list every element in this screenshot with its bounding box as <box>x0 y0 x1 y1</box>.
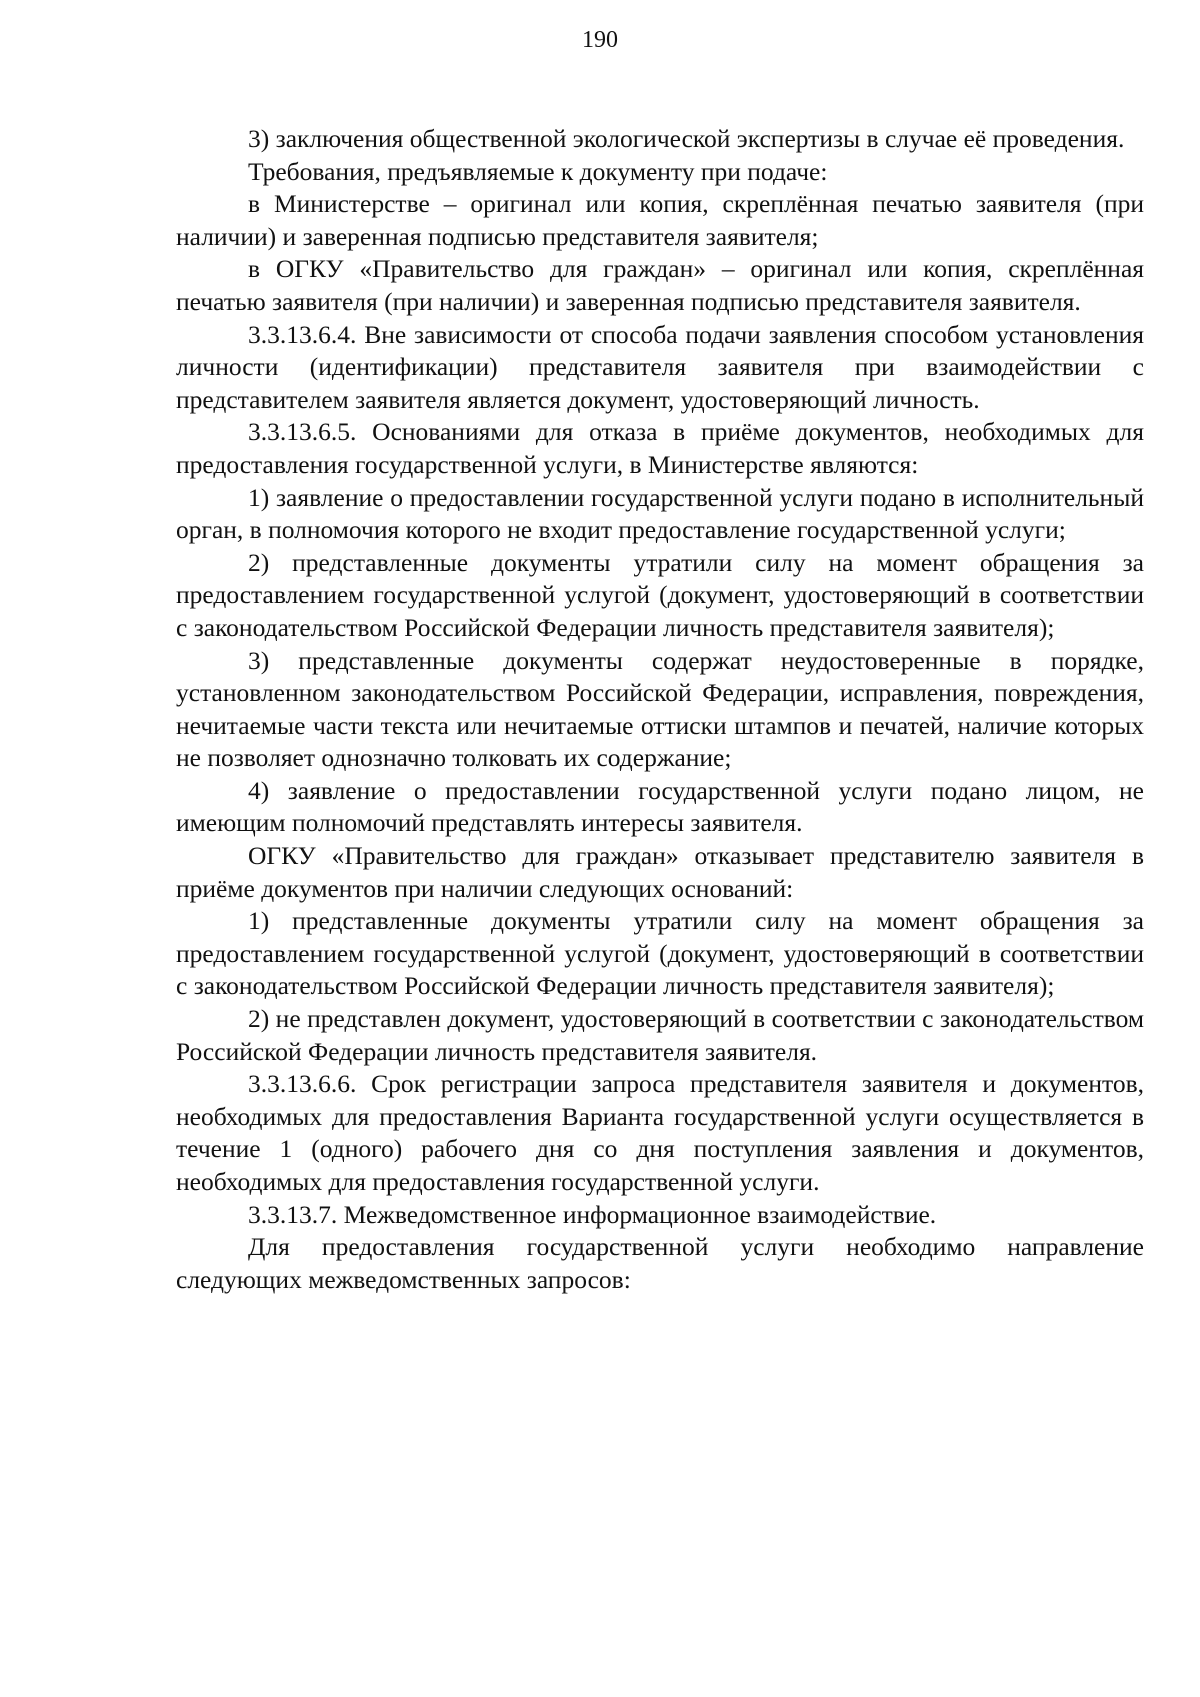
paragraph: 3) представленные документы содержат неудостоверенные в порядке, установленном законодательством Российской Федерации, исправления, повреждения, нечитаемые части текста или нечитаемые оттиски штампов и печатей, наличие которых не позволяет однозначно толковать их содержание; <box>176 645 1144 773</box>
paragraph: 3) заключения общественной экологической экспертизы в случае её проведения. <box>248 124 1125 153</box>
paragraph: в ОГКУ «Правительство для граждан» – оригинал или копия, скреплённая печатью заявителя (при наличии) и заверенная подписью представителя заявителя. <box>176 254 1144 316</box>
document-body <box>176 123 1144 1296</box>
paragraph: 1) представленные документы утратили силу на момент обращения за предоставлением государственной услугой (документ, удостоверяющий в соответствии с законодательством Российской Федерации личность представителя заявителя); <box>176 906 1144 1001</box>
paragraph: 2) представленные документы утратили силу на момент обращения за предоставлением государственной услугой (документ, удостоверяющий в соответствии с законодательством Российской Федерации личность представителя заявителя); <box>176 547 1144 642</box>
paragraph: ОГКУ «Правительство для граждан» отказывает представителю заявителя в приёме документов при наличии следующих оснований: <box>176 841 1144 903</box>
paragraph: 3.3.13.6.5. Основаниями для отказа в приёме документов, необходимых для предоставления государственной услуги, в Министерстве являются: <box>176 417 1144 479</box>
paragraph: 4) заявление о предоставлении государственной услуги подано лицом, не имеющим полномочий представлять интересы заявителя. <box>176 775 1144 838</box>
paragraph: в Министерстве – оригинал или копия, скреплённая печатью заявителя (при наличии) и заверенная подписью представителя заявителя; <box>176 189 1144 251</box>
paragraph: 3.3.13.6.4. Вне зависимости от способа подачи заявления способом установления личности (идентификации) представителя заявителя при взаимодействии с представителем заявителя является документ, удостоверяющий личность. <box>176 319 1144 414</box>
paragraph: 1) заявление о предоставлении государственной услуги подано в исполнительный орган, в полномочия которого не входит предоставление государственной услуги; <box>176 482 1144 545</box>
paragraph: 2) не представлен документ, удостоверяющий в соответствии с законодательством Российской Федерации личность представителя заявителя. <box>176 1004 1144 1066</box>
paragraph: Для предоставления государственной услуги необходимо направление следующих межведомственных запросов: <box>176 1232 1144 1294</box>
paragraph: 3.3.13.6.6. Срок регистрации запроса представителя заявителя и документов, необходимых для предоставления Варианта государственной услуги осуществляется в течение 1 (одного) рабочего дня со дня поступления заявления и документов, необходимых для предоставления государственной услуги. <box>176 1069 1144 1196</box>
paragraph: Требования, предъявляемые к документу при подаче: <box>248 156 828 186</box>
paragraph: 3.3.13.7. Межведомственное информационное взаимодействие. <box>248 1199 937 1229</box>
page-number: 190 <box>582 27 618 53</box>
